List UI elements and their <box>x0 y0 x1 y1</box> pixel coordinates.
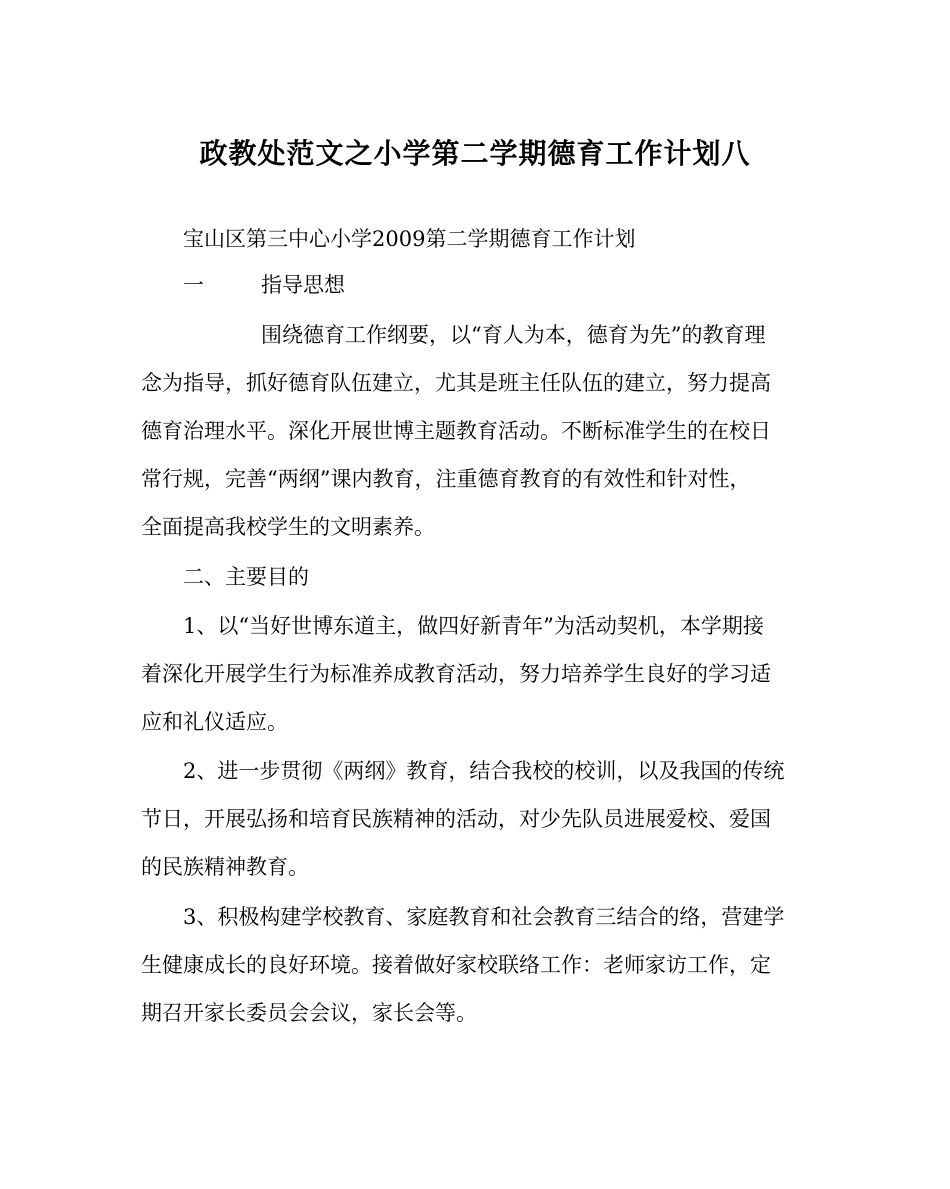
item-1-line-1: 1、以“当好世博东道主，做四好新青年”为活动契机，本学期接 <box>183 614 764 638</box>
paragraph-1-line-5: 全面提高我校学生的文明素养。 <box>141 515 435 539</box>
item-2-line-2: 节日，开展弘扬和培育民族精神的活动，对少先队员进展爱校、爱国 <box>141 807 771 831</box>
item-3-line-3: 期召开家长委员会会议，家长会等。 <box>141 1001 477 1025</box>
paragraph-1-line-1: 围绕德育工作纲要，以“育人为本，德育为先”的教育理 <box>261 323 766 347</box>
section-2-heading: 二、主要目的 <box>183 565 309 589</box>
item-2-line-3: 的民族精神教育。 <box>141 855 309 879</box>
section-1-heading: 指导思想 <box>261 273 345 297</box>
item-1-line-3: 应和礼仪适应。 <box>141 710 288 734</box>
document-title: 政教处范文之小学第二学期德育工作计划八 <box>199 137 751 170</box>
paragraph-1-line-2: 念为指导，抓好德育队伍建立，尤其是班主任队伍的建立，努力提高 <box>141 371 771 395</box>
item-3-line-1: 3、积极构建学校教育、家庭教育和社会教育三结合的络，营建学 <box>183 905 785 929</box>
paragraph-1-line-3: 德育治理水平。深化开展世博主题教育活动。不断标准学生的在校日 <box>141 419 771 443</box>
item-2-line-1: 2、进一步贯彻《两纲》教育，结合我校的校训，以及我国的传统 <box>183 759 785 783</box>
item-3-line-2: 生健康成长的良好环境。接着做好家校联络工作：老师家访工作，定 <box>141 953 771 977</box>
paragraph-1-line-4: 常行规，完善“两纲”课内教育，注重德育教育的有效性和针对性， <box>141 467 751 491</box>
section-1-number: 一 <box>183 273 204 297</box>
item-1-line-2: 着深化开展学生行为标准养成教育活动，努力培养学生良好的学习适 <box>141 662 771 686</box>
document-subtitle: 宝山区第三中心小学2009第二学期德育工作计划 <box>183 227 636 251</box>
